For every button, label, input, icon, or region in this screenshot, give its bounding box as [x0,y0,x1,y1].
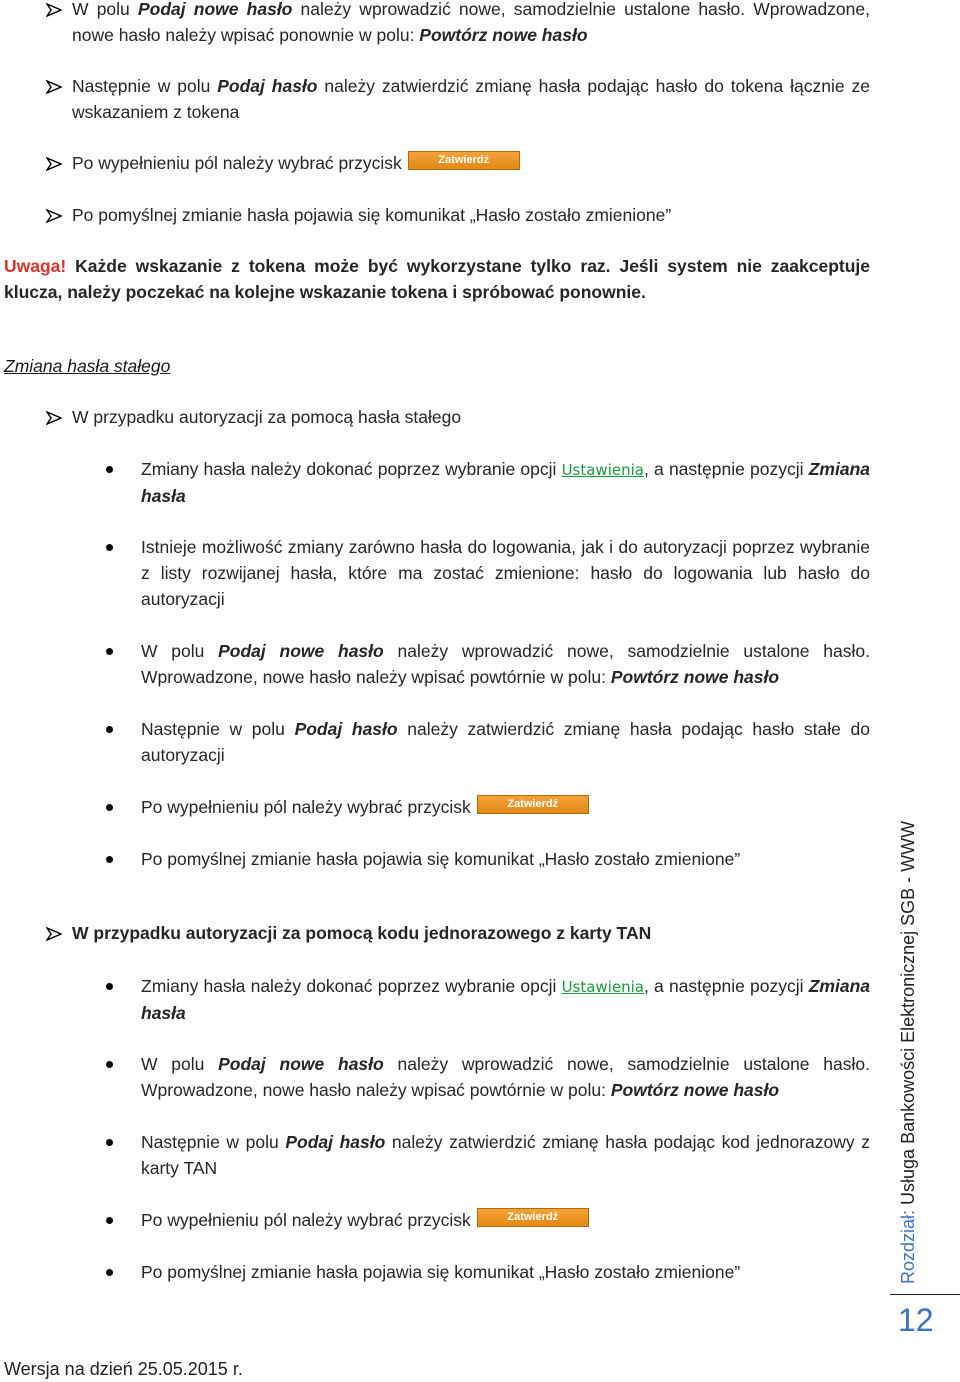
bullet-icon [106,1269,113,1276]
list-item [106,456,870,509]
text: W polu [141,641,219,661]
text: Po wypełnieniu pól należy wybrać przycisk [141,797,471,817]
bullet-icon [106,1217,113,1224]
page-number: 12 [898,1302,934,1338]
text: Po pomyślnej zmianie hasła pojawia się komunikat „Hasło zostało zmienione” [72,205,672,225]
chapter-title: Usługa Bankowości Elektronicznej SGB - WWW [898,820,918,1210]
text: Następnie w polu [72,76,218,96]
arrow-bullet-icon [46,80,62,94]
chapter-label [895,821,921,1284]
bullet-icon [106,983,113,990]
list-item [106,794,870,820]
text: Po pomyślnej zmianie hasła pojawia się komunikat „Hasło zostało zmienione” [141,1262,741,1282]
arrow-bullet-icon [46,3,62,17]
warning-note [4,253,870,305]
bullet-icon [106,726,113,733]
arrow-bullet-icon [46,411,62,425]
list-item [106,1051,870,1103]
text: W polu [141,1054,219,1074]
text: Zmiany hasła należy dokonać poprzez wybranie opcji [141,459,562,479]
subsection-heading [46,920,870,946]
text: należy zatwierdzić zmianę hasła podając hasło stałe do autoryzacji [141,719,870,765]
text: , a następnie pozycji [643,459,809,479]
warning-label: Uwaga! [4,256,67,276]
field-name: Powtórz nowe hasło [610,667,780,687]
field-name: Podaj hasło [285,1132,386,1152]
text: Po wypełnieniu pól należy wybrać przycisk [72,153,402,173]
text: należy wprowadzić nowe, samodzielnie ustalone hasło. Wprowadzone, nowe hasło należy wpisać powtórnie w polu: [141,641,870,687]
confirm-button[interactable]: Zatwierdź [477,1208,589,1227]
confirm-button[interactable]: Zatwierdź [408,151,520,170]
version-date: Wersja na dzień 25.05.2015 r. [4,1359,243,1379]
list-item [106,1129,870,1181]
bullet-icon [106,1061,113,1068]
confirm-button[interactable]: Zatwierdź [477,795,589,814]
subsection-heading [46,404,870,430]
field-name: Zmiana hasła [141,976,870,1023]
field-name: Powtórz nowe hasło [419,25,588,45]
divider [890,1294,960,1295]
list-item [106,716,870,768]
bullet-icon [106,544,113,551]
section-title: Zmiana hasła stałego [4,356,171,376]
field-name: Podaj hasło [217,76,318,96]
text: należy zatwierdzić zmianę hasła podając kod jednorazowy z karty TAN [141,1132,870,1178]
text: należy wprowadzić nowe, samodzielnie ustalone hasło. Wprowadzone, nowe hasło należy wpisać powtórnie w polu: [141,1054,870,1100]
settings-link[interactable]: Ustawienia [561,461,644,479]
heading-text: W przypadku autoryzacji za pomocą hasła stałego [72,407,462,427]
heading-text: W przypadku autoryzacji za pomocą kodu jednorazowego z karty TAN [72,923,652,943]
list-item [46,73,870,125]
field-name: Podaj nowe hasło [218,641,384,661]
bullet-icon [106,648,113,655]
text: Istnieje możliwość zmiany zarówno hasła do logowania, jak i do autoryzacji poprzez wybranie z listy rozwijanej hasła, które ma zostać zmienione: hasło do logowania lub hasło do autoryzacji [141,537,870,609]
settings-link[interactable]: Ustawienia [561,978,644,996]
list-item [46,0,870,48]
bullet-icon [106,804,113,811]
arrow-bullet-icon [46,157,62,171]
list-item [46,202,870,228]
list-item [106,534,870,612]
arrow-bullet-icon [46,927,62,941]
text: Po wypełnieniu pól należy wybrać przycisk [141,1210,471,1230]
arrow-bullet-icon [46,209,62,223]
bullet-icon [106,856,113,863]
chapter-prefix: Rozdział: [898,1209,918,1284]
field-name: Podaj nowe hasło [218,1054,384,1074]
bullet-icon [106,1139,113,1146]
field-name: Podaj hasło [294,719,398,739]
field-name: Podaj nowe hasło [137,0,293,19]
field-name: Zmiana hasła [141,459,870,506]
list-item [106,973,870,1026]
list-item [106,1259,870,1285]
list-item [106,1207,870,1233]
text: należy wprowadzić nowe, samodzielnie ustalone hasło. Wprowadzone, nowe hasło należy wpisać ponownie w polu: [72,0,870,45]
field-name: Powtórz nowe hasło [610,1080,780,1100]
text: Zmiany hasła należy dokonać poprzez wybranie opcji [141,976,562,996]
text: Po pomyślnej zmianie hasła pojawia się komunikat „Hasło zostało zmienione” [141,849,741,869]
list-item [46,150,870,176]
bullet-icon [106,466,113,473]
warning-text: Każde wskazanie z tokena może być wykorzystane tylko raz. Jeśli system nie zaakceptuje klucza, należy poczekać na kolejne wskazanie tokena i spróbować ponownie. [4,256,870,302]
list-item [106,846,870,872]
text: W polu [72,0,138,19]
list-item [106,638,870,690]
text: Następnie w polu [141,1132,286,1152]
text: , a następnie pozycji [643,976,809,996]
text: należy zatwierdzić zmianę hasła podając hasło do tokena łącznie ze wskazaniem z tokena [72,76,870,122]
text: Następnie w polu [141,719,295,739]
